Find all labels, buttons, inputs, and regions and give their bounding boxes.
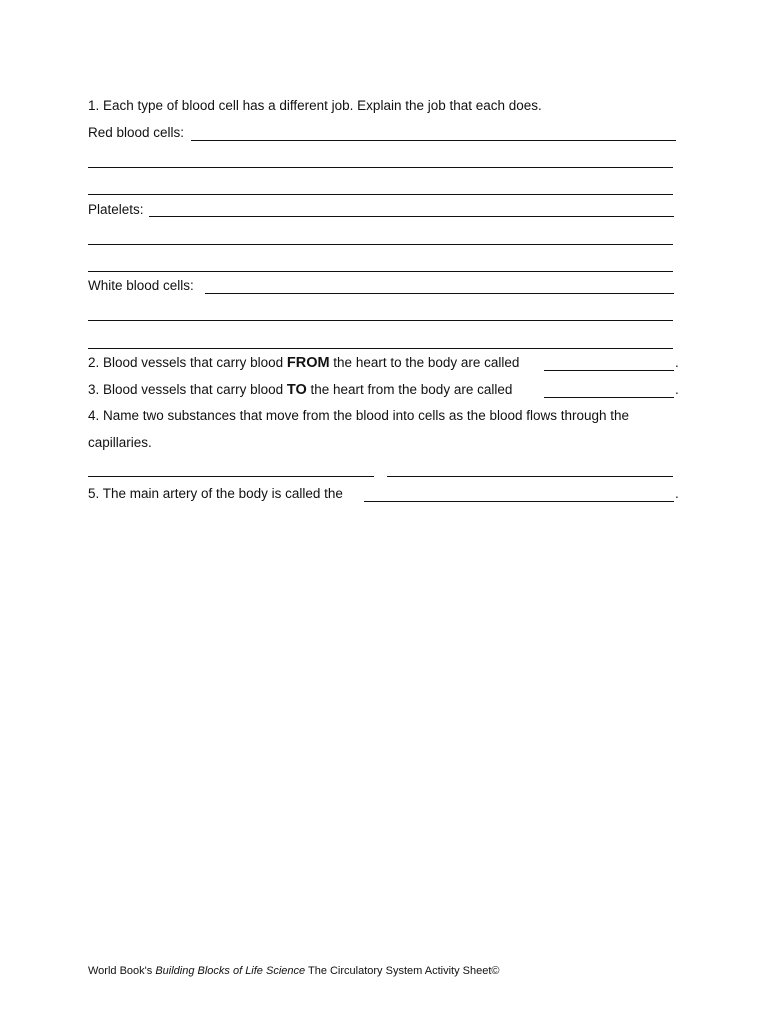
question-2-text [88,355,519,371]
question-2-prefix: 2. Blood vessels that carry blood [88,355,287,370]
platelets-answer-line-2[interactable] [88,244,673,245]
question-4-line-2: capillaries. [88,435,152,450]
page-footer [88,965,499,977]
question-2-emphasis: FROM [286,355,330,371]
footer-prefix: World Book's [88,965,156,977]
white-blood-cells-answer-line-1[interactable] [205,293,674,294]
question-5-period: . [675,486,679,501]
red-blood-cells-answer-line-3[interactable] [88,194,673,195]
question-3-text [88,382,512,398]
platelets-label: Platelets: [88,202,144,217]
question-4-line-1: 4. Name two substances that move from the blood into cells as the blood flows through the [88,408,630,423]
question-4-answer-line-2[interactable] [387,476,673,477]
question-3-prefix: 3. Blood vessels that carry blood [88,382,287,397]
white-blood-cells-answer-line-2[interactable] [88,320,673,321]
platelets-answer-line-3[interactable] [88,271,673,272]
question-2-answer-line[interactable] [544,370,674,371]
question-5-text: 5. The main artery of the body is called the [88,486,343,501]
platelets-answer-line-1[interactable] [149,216,674,217]
white-blood-cells-answer-line-3[interactable] [88,348,673,349]
question-3-suffix: the heart from the body are called [306,382,513,397]
question-2-period: . [675,355,679,370]
question-4-answer-line-1[interactable] [88,476,374,477]
red-blood-cells-answer-line-2[interactable] [88,167,673,168]
question-2-suffix: the heart to the body are called [329,355,520,370]
question-1-prompt: 1. Each type of blood cell has a different job. Explain the job that each does. [88,98,542,113]
question-3-emphasis: TO [286,382,307,398]
question-3-answer-line[interactable] [544,397,674,398]
red-blood-cells-answer-line-1[interactable] [191,140,676,141]
footer-book-title: Building Blocks of Life Science [155,965,306,977]
red-blood-cells-label: Red blood cells: [88,125,185,140]
white-blood-cells-label: White blood cells: [88,278,194,293]
footer-suffix: The Circulatory System Activity Sheet© [305,965,500,977]
question-5-answer-line[interactable] [364,501,674,502]
question-3-period: . [675,382,679,397]
